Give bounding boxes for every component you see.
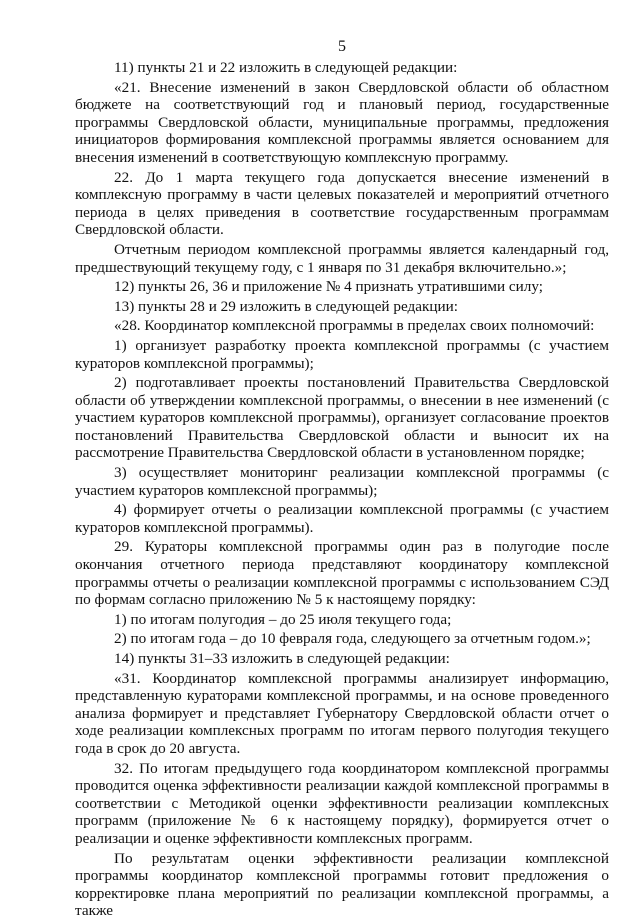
paragraph-point-29: 29. Кураторы комплексной программы один раз в полугодие после окончания отчетного периода представляют координатору комплексной программы отчеты о реализации комплексной программы с использованием СЭД по формам согласно приложению № 5 к настоящему порядку:	[75, 538, 609, 609]
paragraph-point-28: «28. Координатор комплексной программы в пределах своих полномочий:	[114, 317, 595, 335]
paragraph-point-32: 32. По итогам предыдущего года координатором комплексной программы проводится оценка эффективности реализации каждой комплексной программы в соответствии с Методикой оценки эффективности реализации комплексных программ (приложение № 6 к настоящему порядку), формируется отчет о реализации и оценке эффективности комплексных программ.	[75, 759, 609, 847]
paragraph-half-year-deadline: 1) по итогам полугодия – до 25 июля текущего года;	[114, 610, 452, 628]
paragraph-item-11: 11) пункты 21 и 22 изложить в следующей редакции:	[114, 59, 458, 76]
paragraph-point-31: «31. Координатор комплексной программы анализирует информацию, представленную кураторами комплексной программы, и на основе проведенного анализа формирует и представляет Губернатору Свердловской области отчет о ходе реализации комплексных программ по итогам первого полугодия текущего года в срок до 20 августа.	[75, 669, 609, 757]
document-page	[75, 38, 609, 920]
paragraph-point-22: 22. До 1 марта текущего года допускается внесение изменений в комплексную программу в части целевых показателей и мероприятий отчетного периода в целях приведения в соответствие государственным программам Свердловской области.	[75, 168, 609, 239]
paragraph-item-13: 13) пункты 28 и 29 изложить в следующей редакции:	[114, 297, 458, 315]
paragraph-subitem-4: 4) формирует отчеты о реализации комплексной программы (с участием кураторов комплексной программы).	[75, 501, 609, 536]
paragraph-evaluation-results: По результатам оценки эффективности реализации комплексной программы координатор комплексной программы готовит предложения о корректировке плана мероприятий по реализации комплексной программы, а также	[75, 849, 609, 920]
paragraph-subitem-3: 3) осуществляет мониторинг реализации комплексной программы (с участием кураторов комплексной программы);	[75, 464, 609, 499]
paragraph-subitem-2: 2) подготавливает проекты постановлений Правительства Свердловской области об утверждении комплексной программы, о внесении в нее изменений (с участием кураторов комплексной программы), организует согласование проектов постановлений Правительства Свердловской области и выносит их на рассмотрение Правительства Свердловской области в установленном порядке;	[75, 374, 609, 462]
paragraph-point-21: «21. Внесение изменений в закон Свердловской области об областном бюджете на соответствующий год и плановый период, государственные программы Свердловской области, муниципальные программы, предложения инициаторов формирования комплексной программы является основанием для внесения изменений в соответствующую комплексную программу.	[75, 78, 609, 166]
paragraph-item-14: 14) пункты 31–33 изложить в следующей редакции:	[114, 650, 450, 667]
page-number: 5	[338, 38, 346, 55]
paragraph-subitem-1: 1) организует разработку проекта комплексной программы (с участием кураторов комплексной программы);	[75, 336, 609, 372]
paragraph-year-deadline: 2) по итогам года – до 10 февраля года, следующего за отчетным годом.»;	[114, 630, 591, 648]
paragraph-item-12: 12) пункты 26, 36 и приложение № 4 признать утратившими силу;	[114, 278, 543, 296]
paragraph-reporting-period: Отчетным периодом комплексной программы является календарный год, предшествующий текущему году, с 1 января по 31 декабря включительно.»;	[75, 240, 609, 276]
